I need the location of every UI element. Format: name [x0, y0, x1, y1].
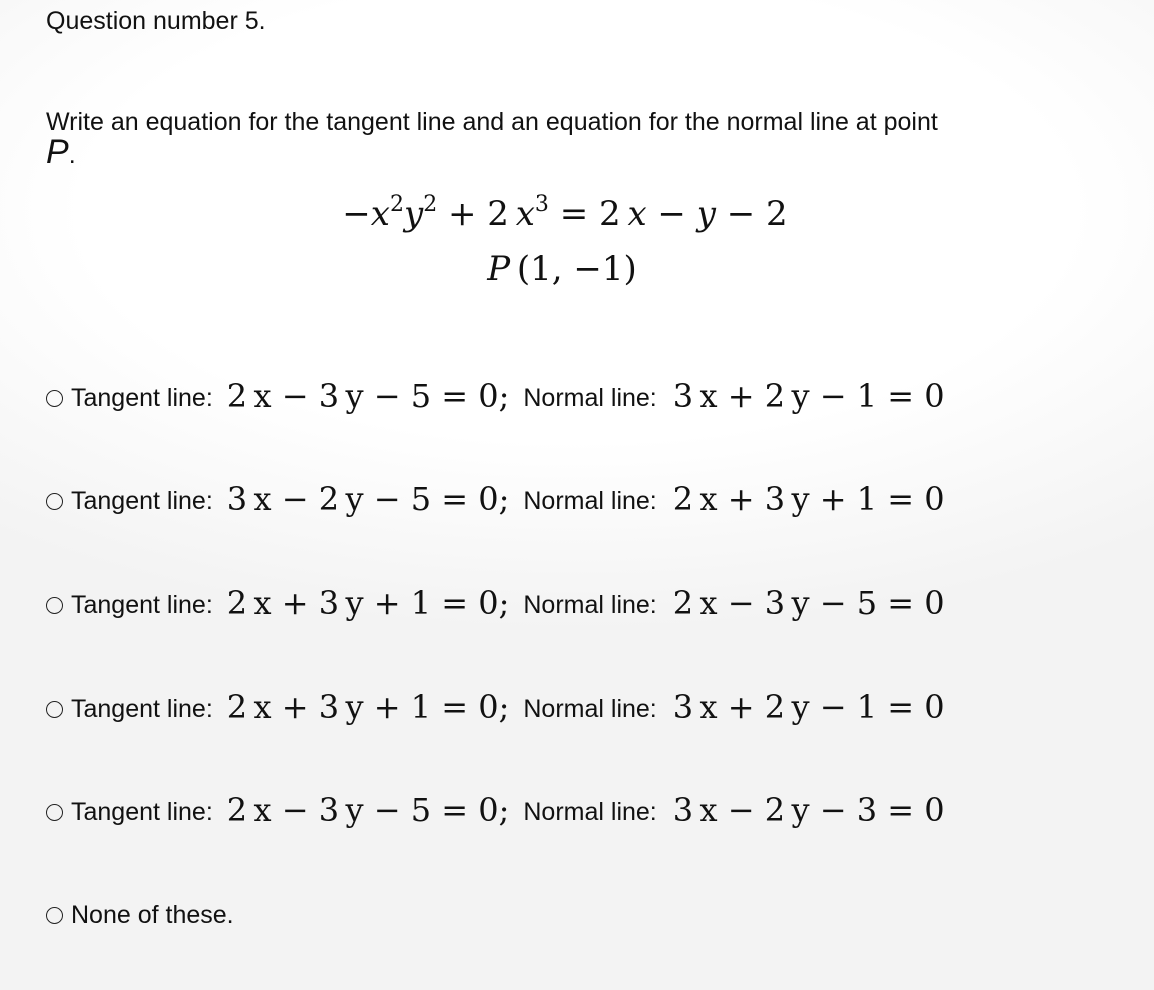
answer-option-1[interactable] — [46, 374, 945, 418]
normal-label: Normal line: — [523, 590, 657, 619]
eq-rhs-eq: = 2 — [548, 194, 628, 234]
eq-exp: 3 — [534, 192, 549, 217]
normal-label: Normal line: — [523, 383, 657, 412]
normal-equation: 3 x + 2 y − 1 = 0 — [672, 377, 945, 415]
eq-lhs-pre: − — [342, 194, 371, 234]
tangent-label: Tangent line: — [71, 694, 213, 723]
eq-exp: 2 — [389, 192, 404, 217]
point-coords: (1, −1) — [510, 249, 637, 289]
eq-rhs-minus: − — [646, 194, 697, 234]
normal-label: Normal line: — [523, 694, 657, 723]
radio-unselected-icon[interactable] — [46, 493, 63, 510]
tangent-equation: 2 x − 3 y − 5 = 0; — [226, 377, 510, 415]
answer-option-2[interactable] — [46, 477, 945, 521]
normal-equation: 3 x + 2 y − 1 = 0 — [672, 688, 945, 726]
eq-var: x — [370, 194, 390, 234]
point-coordinates — [0, 247, 1124, 291]
tangent-equation: 2 x + 3 y + 1 = 0; — [226, 688, 510, 726]
eq-exp: 2 — [423, 192, 438, 217]
tangent-equation: 2 x − 3 y − 5 = 0; — [226, 791, 510, 829]
eq-var: y — [696, 194, 716, 234]
radio-unselected-icon[interactable] — [46, 701, 63, 718]
normal-equation: 2 x + 3 y + 1 = 0 — [672, 480, 945, 518]
point-name: P — [487, 249, 511, 289]
eq-var: x — [627, 194, 647, 234]
point-suffix: . — [68, 141, 76, 169]
eq-lhs-mid: + 2 — [437, 194, 516, 234]
curve-equation — [0, 192, 1130, 236]
radio-unselected-icon[interactable] — [46, 390, 63, 407]
radio-unselected-icon[interactable] — [46, 907, 63, 924]
answer-option-4[interactable] — [46, 685, 945, 729]
none-label: None of these. — [71, 900, 234, 929]
point-label — [46, 133, 76, 174]
eq-rhs-end: − 2 — [715, 194, 788, 234]
point-symbol: P — [46, 133, 69, 171]
tangent-label: Tangent line: — [71, 383, 213, 412]
eq-var: x — [515, 194, 535, 234]
radio-unselected-icon[interactable] — [46, 597, 63, 614]
tangent-equation: 3 x − 2 y − 5 = 0; — [226, 480, 510, 518]
answer-option-none[interactable] — [46, 891, 234, 935]
normal-label: Normal line: — [523, 486, 657, 515]
normal-label: Normal line: — [523, 797, 657, 826]
answer-option-3[interactable] — [46, 581, 945, 625]
tangent-equation: 2 x + 3 y + 1 = 0; — [226, 584, 510, 622]
radio-unselected-icon[interactable] — [46, 804, 63, 821]
tangent-label: Tangent line: — [71, 797, 213, 826]
normal-equation: 2 x − 3 y − 5 = 0 — [672, 584, 945, 622]
normal-equation: 3 x − 2 y − 3 = 0 — [672, 791, 945, 829]
eq-var: y — [403, 194, 424, 234]
tangent-label: Tangent line: — [71, 590, 213, 619]
question-prompt: Write an equation for the tangent line and an equation for the normal line at point — [46, 108, 938, 136]
tangent-label: Tangent line: — [71, 486, 213, 515]
question-number: Question number 5. — [46, 7, 266, 35]
answer-option-5[interactable] — [46, 788, 945, 832]
